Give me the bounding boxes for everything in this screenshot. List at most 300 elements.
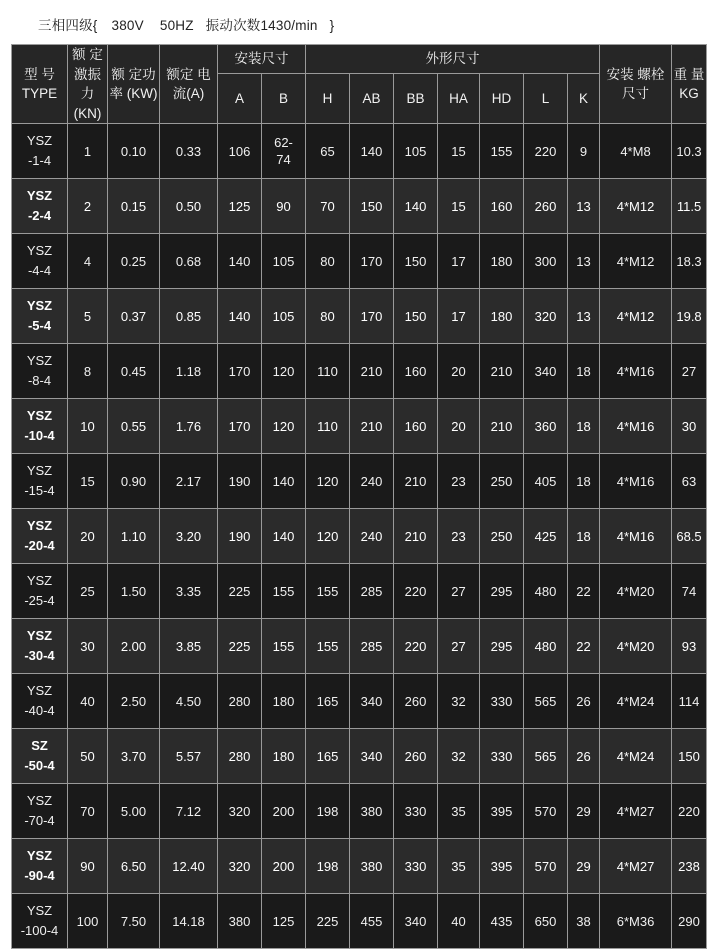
cell-weight: 74 [672, 564, 707, 619]
type-prefix: YSZ [26, 353, 53, 369]
cell-dim-b: 90 [262, 179, 306, 234]
cell-dim-a: 280 [218, 674, 262, 729]
cell-dim-ab: 150 [350, 179, 394, 234]
cell-dim-l: 360 [524, 399, 568, 454]
table-row [12, 124, 707, 179]
cell-dim-ha: 20 [438, 344, 480, 399]
header-HA: HA [438, 74, 480, 124]
caption-part-1: 三相四级{ [38, 18, 98, 33]
cell-dim-k: 9 [568, 124, 600, 179]
cell-dim-b: 155 [262, 619, 306, 674]
cell-force: 2 [68, 179, 108, 234]
cell-dim-b: 105 [262, 289, 306, 344]
cell-bolt-size: 4*M16 [600, 344, 672, 399]
header-group-mounting: 安装尺寸 [218, 45, 306, 74]
cell-dim-ha: 17 [438, 234, 480, 289]
specification-table [11, 44, 707, 949]
cell-dim-k: 18 [568, 509, 600, 564]
header-current-line1: 额定 [166, 66, 194, 82]
cell-dim-h: 80 [306, 234, 350, 289]
cell-dim-ha: 23 [438, 509, 480, 564]
table-row [12, 729, 707, 784]
cell-dim-h: 110 [306, 399, 350, 454]
type-prefix: YSZ [26, 903, 53, 919]
cell-dim-l: 425 [524, 509, 568, 564]
cell-dim-ab: 285 [350, 564, 394, 619]
cell-type [12, 674, 68, 729]
type-prefix: YSZ [26, 463, 53, 479]
cell-force: 1 [68, 124, 108, 179]
cell-dim-h: 70 [306, 179, 350, 234]
table-row [12, 839, 707, 894]
cell-dim-h: 120 [306, 454, 350, 509]
cell-dim-k: 18 [568, 399, 600, 454]
cell-dim-hd: 330 [480, 729, 524, 784]
cell-dim-hd: 210 [480, 344, 524, 399]
cell-dim-ha: 23 [438, 454, 480, 509]
cell-dim-bb: 330 [394, 839, 438, 894]
header-bolt [600, 45, 672, 124]
cell-type [12, 729, 68, 784]
cell-power: 0.55 [108, 399, 160, 454]
table-row [12, 399, 707, 454]
cell-dim-bb: 160 [394, 399, 438, 454]
cell-dim-k: 22 [568, 564, 600, 619]
cell-dim-hd: 395 [480, 784, 524, 839]
type-suffix: -90-4 [24, 868, 55, 884]
cell-dim-ab: 210 [350, 344, 394, 399]
cell-dim-h: 225 [306, 894, 350, 949]
type-suffix: -2-4 [27, 208, 52, 224]
header-AB: AB [350, 74, 394, 124]
cell-bolt-size: 4*M27 [600, 784, 672, 839]
cell-dim-ha: 17 [438, 289, 480, 344]
header-bolt-line2: 螺栓尺寸 [622, 66, 665, 102]
cell-bolt-size: 4*M12 [600, 179, 672, 234]
table-body [12, 124, 707, 949]
table-row [12, 234, 707, 289]
cell-dim-ha: 27 [438, 619, 480, 674]
cell-dim-bb: 260 [394, 729, 438, 784]
type-suffix: -30-4 [24, 648, 55, 664]
cell-power: 0.10 [108, 124, 160, 179]
cell-current: 2.17 [160, 454, 218, 509]
cell-dim-a: 225 [218, 564, 262, 619]
cell-dim-l: 260 [524, 179, 568, 234]
cell-dim-bb: 220 [394, 619, 438, 674]
cell-power: 0.90 [108, 454, 160, 509]
cell-force: 70 [68, 784, 108, 839]
cell-dim-k: 13 [568, 289, 600, 344]
cell-type [12, 234, 68, 289]
cell-dim-h: 198 [306, 784, 350, 839]
cell-dim-hd: 435 [480, 894, 524, 949]
type-prefix: YSZ [26, 298, 53, 314]
type-suffix: -1-4 [27, 153, 52, 169]
cell-dim-bb: 105 [394, 124, 438, 179]
header-L: L [524, 74, 568, 124]
cell-dim-a: 140 [218, 234, 262, 289]
cell-type [12, 399, 68, 454]
cell-dim-l: 480 [524, 619, 568, 674]
cell-force: 25 [68, 564, 108, 619]
caption-vibration-rate: 振动次数1430/min [205, 18, 318, 33]
type-prefix: YSZ [26, 793, 53, 809]
cell-power: 7.50 [108, 894, 160, 949]
cell-force: 100 [68, 894, 108, 949]
caption-voltage: 380V [111, 18, 144, 33]
header-weight-line1: 重 [673, 66, 688, 82]
type-prefix: YSZ [26, 628, 53, 644]
cell-weight: 10.3 [672, 124, 707, 179]
cell-dim-b: 180 [262, 729, 306, 784]
cell-dim-k: 38 [568, 894, 600, 949]
cell-bolt-size: 4*M8 [600, 124, 672, 179]
cell-dim-k: 26 [568, 729, 600, 784]
cell-weight: 93 [672, 619, 707, 674]
cell-dim-b: 105 [262, 234, 306, 289]
header-force-line2: 定激振 [74, 47, 103, 82]
table-row [12, 289, 707, 344]
cell-dim-hd: 210 [480, 399, 524, 454]
cell-current: 0.68 [160, 234, 218, 289]
cell-dim-bb: 220 [394, 564, 438, 619]
cell-dim-hd: 250 [480, 454, 524, 509]
cell-power: 1.50 [108, 564, 160, 619]
cell-dim-a: 170 [218, 399, 262, 454]
table-row [12, 344, 707, 399]
cell-dim-a: 190 [218, 509, 262, 564]
cell-dim-l: 340 [524, 344, 568, 399]
cell-weight: 68.5 [672, 509, 707, 564]
cell-bolt-size: 4*M27 [600, 839, 672, 894]
table-caption [0, 0, 717, 44]
cell-dim-l: 570 [524, 839, 568, 894]
type-suffix: -10-4 [24, 428, 55, 444]
cell-dim-a: 320 [218, 784, 262, 839]
type-prefix: YSZ [26, 848, 53, 864]
header-K: K [568, 74, 600, 124]
cell-dim-b: 200 [262, 839, 306, 894]
table-row [12, 619, 707, 674]
cell-dim-a: 225 [218, 619, 262, 674]
cell-dim-hd: 160 [480, 179, 524, 234]
cell-force: 20 [68, 509, 108, 564]
cell-type [12, 894, 68, 949]
header-force [68, 45, 108, 124]
type-prefix: YSZ [26, 133, 53, 149]
cell-dim-h: 155 [306, 619, 350, 674]
header-current-line2: 电流(A) [172, 66, 211, 102]
header-power-line2: 定功率 [109, 66, 156, 102]
cell-dim-ab: 140 [350, 124, 394, 179]
table-row [12, 454, 707, 509]
cell-force: 50 [68, 729, 108, 784]
cell-dim-a: 170 [218, 344, 262, 399]
cell-dim-bb: 330 [394, 784, 438, 839]
cell-dim-h: 120 [306, 509, 350, 564]
cell-dim-ab: 455 [350, 894, 394, 949]
header-type-line1: 型 [24, 66, 38, 82]
cell-type [12, 564, 68, 619]
cell-dim-b: 140 [262, 454, 306, 509]
cell-bolt-size: 4*M16 [600, 399, 672, 454]
cell-dim-k: 18 [568, 344, 600, 399]
cell-dim-bb: 340 [394, 894, 438, 949]
type-suffix: -4-4 [27, 263, 52, 279]
cell-weight: 19.8 [672, 289, 707, 344]
cell-dim-ab: 340 [350, 674, 394, 729]
cell-bolt-size: 4*M12 [600, 289, 672, 344]
type-suffix: -40-4 [24, 703, 55, 719]
cell-power: 6.50 [108, 839, 160, 894]
table-row [12, 894, 707, 949]
cell-dim-ab: 210 [350, 399, 394, 454]
cell-power: 3.70 [108, 729, 160, 784]
cell-type [12, 454, 68, 509]
cell-power: 1.10 [108, 509, 160, 564]
header-current [160, 45, 218, 124]
header-row-1 [12, 45, 707, 74]
cell-dim-b: 180 [262, 674, 306, 729]
cell-force: 10 [68, 399, 108, 454]
cell-bolt-size: 4*M12 [600, 234, 672, 289]
cell-dim-b: 140 [262, 509, 306, 564]
cell-dim-b: 155 [262, 564, 306, 619]
cell-bolt-size: 4*M16 [600, 509, 672, 564]
cell-bolt-size: 6*M36 [600, 894, 672, 949]
header-power [108, 45, 160, 124]
cell-current: 0.50 [160, 179, 218, 234]
cell-dim-bb: 260 [394, 674, 438, 729]
cell-dim-bb: 160 [394, 344, 438, 399]
cell-dim-l: 565 [524, 674, 568, 729]
cell-force: 30 [68, 619, 108, 674]
cell-dim-hd: 180 [480, 234, 524, 289]
cell-type [12, 179, 68, 234]
cell-dim-a: 380 [218, 894, 262, 949]
cell-dim-ha: 35 [438, 839, 480, 894]
type-suffix: -100-4 [20, 923, 59, 939]
cell-weight: 63 [672, 454, 707, 509]
cell-power: 0.45 [108, 344, 160, 399]
table-row [12, 179, 707, 234]
table-row [12, 674, 707, 729]
table-row [12, 784, 707, 839]
cell-dim-l: 220 [524, 124, 568, 179]
header-force-line1: 额 [72, 47, 86, 62]
cell-dim-h: 80 [306, 289, 350, 344]
cell-dim-ha: 40 [438, 894, 480, 949]
cell-dim-a: 106 [218, 124, 262, 179]
type-suffix: -8-4 [27, 373, 52, 389]
type-prefix: YSZ [26, 518, 53, 534]
header-power-line1: 额 [111, 66, 125, 82]
cell-dim-a: 140 [218, 289, 262, 344]
cell-dim-ha: 20 [438, 399, 480, 454]
cell-current: 0.33 [160, 124, 218, 179]
cell-dim-h: 198 [306, 839, 350, 894]
cell-dim-h: 165 [306, 729, 350, 784]
cell-dim-k: 13 [568, 179, 600, 234]
cell-type [12, 509, 68, 564]
cell-type [12, 839, 68, 894]
cell-dim-ab: 170 [350, 234, 394, 289]
cell-weight: 30 [672, 399, 707, 454]
cell-dim-hd: 395 [480, 839, 524, 894]
cell-bolt-size: 4*M24 [600, 674, 672, 729]
header-weight-line2: 量KG [679, 66, 705, 102]
cell-weight: 238 [672, 839, 707, 894]
cell-dim-h: 165 [306, 674, 350, 729]
cell-weight: 150 [672, 729, 707, 784]
cell-power: 5.00 [108, 784, 160, 839]
cell-dim-k: 29 [568, 784, 600, 839]
cell-dim-hd: 295 [480, 619, 524, 674]
cell-current: 3.35 [160, 564, 218, 619]
header-BB: BB [394, 74, 438, 124]
cell-current: 12.40 [160, 839, 218, 894]
type-prefix: YSZ [26, 573, 53, 589]
header-force-line3: 力(KN) [73, 86, 102, 121]
cell-dim-bb: 210 [394, 509, 438, 564]
cell-weight: 290 [672, 894, 707, 949]
dim-b-line1: 62- [274, 134, 293, 150]
cell-type [12, 344, 68, 399]
cell-force: 5 [68, 289, 108, 344]
table-header [12, 45, 707, 124]
cell-dim-h: 65 [306, 124, 350, 179]
cell-dim-b: 125 [262, 894, 306, 949]
cell-dim-ab: 170 [350, 289, 394, 344]
header-HD: HD [480, 74, 524, 124]
type-prefix: YSZ [26, 243, 53, 259]
header-bolt-line1: 安装 [606, 66, 634, 82]
cell-dim-hd: 295 [480, 564, 524, 619]
cell-current: 3.20 [160, 509, 218, 564]
cell-dim-bb: 150 [394, 234, 438, 289]
dim-b-line2: 74 [276, 152, 291, 168]
cell-dim-k: 22 [568, 619, 600, 674]
cell-force: 40 [68, 674, 108, 729]
cell-dim-ab: 380 [350, 839, 394, 894]
cell-dim-bb: 150 [394, 289, 438, 344]
cell-dim-b [262, 124, 306, 179]
cell-dim-ab: 240 [350, 454, 394, 509]
header-power-line3: (KW) [126, 86, 158, 102]
cell-force: 90 [68, 839, 108, 894]
cell-type [12, 784, 68, 839]
cell-dim-l: 570 [524, 784, 568, 839]
cell-dim-l: 480 [524, 564, 568, 619]
cell-bolt-size: 4*M20 [600, 564, 672, 619]
cell-dim-l: 300 [524, 234, 568, 289]
cell-current: 3.85 [160, 619, 218, 674]
cell-dim-a: 125 [218, 179, 262, 234]
cell-type [12, 619, 68, 674]
header-type [12, 45, 68, 124]
cell-bolt-size: 4*M20 [600, 619, 672, 674]
cell-dim-b: 120 [262, 344, 306, 399]
type-suffix: -25-4 [24, 593, 55, 609]
cell-weight: 220 [672, 784, 707, 839]
cell-dim-b: 200 [262, 784, 306, 839]
type-suffix: -20-4 [24, 538, 55, 554]
header-type-line3: TYPE [21, 86, 58, 102]
cell-dim-k: 26 [568, 674, 600, 729]
header-H: H [306, 74, 350, 124]
cell-dim-h: 110 [306, 344, 350, 399]
cell-dim-ab: 240 [350, 509, 394, 564]
cell-dim-h: 155 [306, 564, 350, 619]
header-A: A [218, 74, 262, 124]
type-suffix: -15-4 [24, 483, 55, 499]
cell-current: 5.57 [160, 729, 218, 784]
cell-power: 0.25 [108, 234, 160, 289]
cell-force: 8 [68, 344, 108, 399]
cell-current: 4.50 [160, 674, 218, 729]
type-prefix: YSZ [26, 683, 53, 699]
cell-power: 2.00 [108, 619, 160, 674]
cell-force: 15 [68, 454, 108, 509]
cell-current: 1.18 [160, 344, 218, 399]
cell-power: 0.37 [108, 289, 160, 344]
table-row [12, 564, 707, 619]
cell-current: 0.85 [160, 289, 218, 344]
type-suffix: -70-4 [24, 813, 55, 829]
type-suffix: -5-4 [27, 318, 52, 334]
cell-bolt-size: 4*M16 [600, 454, 672, 509]
cell-weight: 11.5 [672, 179, 707, 234]
table-row [12, 509, 707, 564]
header-B: B [262, 74, 306, 124]
cell-dim-ab: 285 [350, 619, 394, 674]
cell-weight: 114 [672, 674, 707, 729]
header-type-line2: 号 [41, 66, 55, 82]
cell-type [12, 124, 68, 179]
cell-current: 14.18 [160, 894, 218, 949]
cell-dim-a: 320 [218, 839, 262, 894]
type-prefix: YSZ [26, 408, 53, 424]
cell-dim-a: 190 [218, 454, 262, 509]
cell-weight: 18.3 [672, 234, 707, 289]
cell-current: 7.12 [160, 784, 218, 839]
cell-dim-a: 280 [218, 729, 262, 784]
cell-dim-ab: 380 [350, 784, 394, 839]
cell-dim-k: 13 [568, 234, 600, 289]
cell-dim-ha: 15 [438, 124, 480, 179]
cell-dim-b: 120 [262, 399, 306, 454]
type-suffix: -50-4 [24, 758, 55, 774]
cell-dim-l: 565 [524, 729, 568, 784]
cell-dim-l: 405 [524, 454, 568, 509]
cell-dim-bb: 210 [394, 454, 438, 509]
header-group-outline: 外形尺寸 [306, 45, 600, 74]
cell-dim-k: 18 [568, 454, 600, 509]
cell-dim-bb: 140 [394, 179, 438, 234]
cell-dim-l: 320 [524, 289, 568, 344]
header-weight [672, 45, 707, 124]
cell-type [12, 289, 68, 344]
cell-dim-ha: 35 [438, 784, 480, 839]
cell-dim-l: 650 [524, 894, 568, 949]
type-prefix: YSZ [26, 188, 53, 204]
cell-dim-ha: 32 [438, 674, 480, 729]
cell-dim-ab: 340 [350, 729, 394, 784]
cell-dim-ha: 32 [438, 729, 480, 784]
cell-weight: 27 [672, 344, 707, 399]
cell-power: 2.50 [108, 674, 160, 729]
